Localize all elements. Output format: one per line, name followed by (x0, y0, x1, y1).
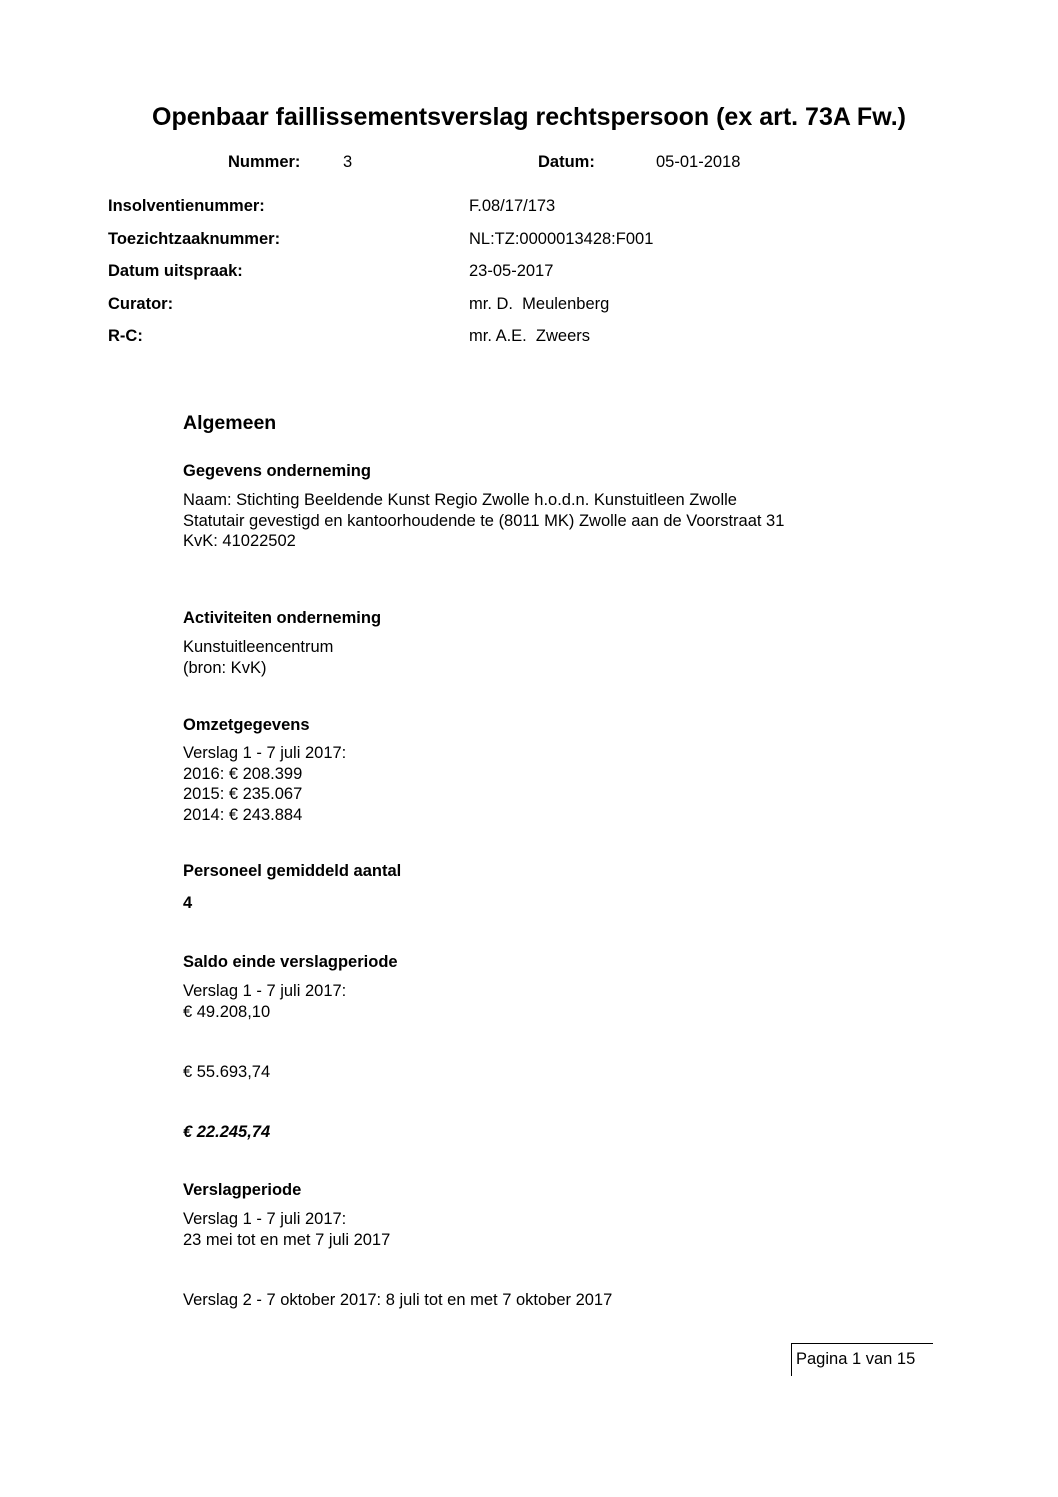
document-title: Openbaar faillissementsverslag rechtspersoon (ex art. 73A Fw.) (152, 103, 906, 131)
datum-uitspraak-label: Datum uitspraak: (108, 262, 243, 280)
omzet-text (183, 743, 346, 825)
verslagperiode-line: 23 mei tot en met 7 juli 2017 (183, 1230, 391, 1249)
activiteiten-line: (bron: KvK) (183, 658, 267, 677)
insolventienummer-value: F.08/17/173 (469, 197, 556, 215)
activiteiten-line: Kunstuitleencentrum (183, 638, 334, 656)
page-number: Pagina 1 van 15 (791, 1343, 933, 1376)
gegevens-line: KvK: 41022502 (183, 532, 296, 550)
saldo-line: Verslag 1 - 7 juli 2017: (183, 982, 347, 1000)
nummer-label: Nummer: (228, 153, 301, 171)
gegevens-heading: Gegevens onderneming (183, 462, 371, 480)
rc-label: R-C: (108, 327, 143, 345)
datum-value: 05-01-2018 (656, 153, 741, 171)
saldo-line: € 49.208,10 (183, 1002, 271, 1021)
nummer-value: 3 (343, 153, 353, 171)
datum-label: Datum: (538, 153, 595, 171)
saldo-third-value: € 22.245,74 (183, 1123, 271, 1141)
verslagperiode-text (183, 1209, 390, 1250)
gegevens-line: Statutair gevestigd en kantoorhoudende te (8011 MK) Zwolle aan de Voorstraat 31 (183, 511, 785, 530)
omzet-line: 2015: € 235.067 (183, 785, 303, 803)
activiteiten-text (183, 637, 333, 678)
saldo-heading: Saldo einde verslagperiode (183, 953, 398, 971)
omzet-heading: Omzetgegevens (183, 716, 310, 734)
gegevens-line: Naam: Stichting Beeldende Kunst Regio Zwolle h.o.d.n. Kunstuitleen Zwolle (183, 491, 737, 509)
verslag2-text: Verslag 2 - 7 oktober 2017: 8 juli tot en met 7 oktober 2017 (183, 1291, 613, 1309)
toezichtzaaknummer-value: NL:TZ:0000013428:F001 (469, 230, 654, 248)
verslagperiode-line: Verslag 1 - 7 juli 2017: (183, 1210, 347, 1228)
saldo-text (183, 981, 346, 1022)
omzet-line: 2016: € 208.399 (183, 764, 303, 783)
rc-value: mr. A.E. Zweers (469, 327, 591, 345)
omzet-line: Verslag 1 - 7 juli 2017: (183, 744, 347, 762)
personeel-value: 4 (183, 894, 193, 912)
activiteiten-heading: Activiteiten onderneming (183, 609, 382, 627)
omzet-line: 2014: € 243.884 (183, 805, 303, 824)
saldo-second-value: € 55.693,74 (183, 1063, 271, 1081)
insolventienummer-label: Insolventienummer: (108, 197, 265, 215)
curator-label: Curator: (108, 295, 174, 313)
section-title-algemeen: Algemeen (183, 412, 277, 434)
gegevens-text (183, 490, 784, 552)
verslagperiode-heading: Verslagperiode (183, 1181, 302, 1199)
toezichtzaaknummer-label: Toezichtzaaknummer: (108, 230, 281, 248)
datum-uitspraak-value: 23-05-2017 (469, 262, 554, 280)
personeel-heading: Personeel gemiddeld aantal (183, 862, 402, 880)
curator-value: mr. D. Meulenberg (469, 295, 610, 313)
